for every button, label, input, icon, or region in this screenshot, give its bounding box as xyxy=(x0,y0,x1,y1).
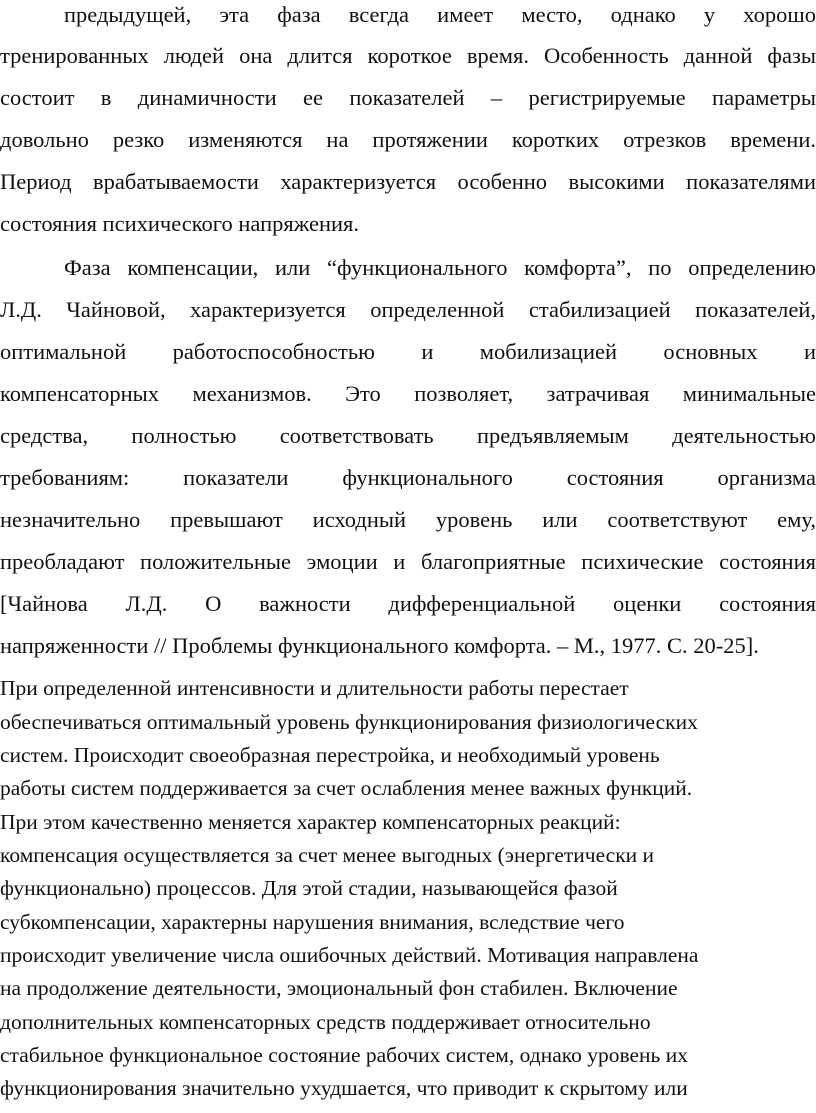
text-line: происходит увеличение числа ошибочных действий. Мотивация направлена xyxy=(0,943,699,967)
text-line: стабильное функциональное состояние рабочих систем, однако уровень их xyxy=(0,1043,688,1067)
text-line: оптимальной работоспособностью и мобилизацией основных и xyxy=(0,339,816,364)
text-line: напряженности // Проблемы функционального комфорта. – М., 1977. С. 20-25]. xyxy=(0,633,759,658)
text-line: Период врабатываемости характеризуется особенно высокими показателями xyxy=(0,169,816,194)
text-line: Л.Д. Чайновой, характеризуется определенной стабилизацией показателей, xyxy=(0,297,816,322)
text-line: преобладают положительные эмоции и благоприятные психические состояния xyxy=(0,549,816,574)
text-line: довольно резко изменяются на протяжении коротких отрезков времени. xyxy=(0,127,816,152)
text-line: компенсаторных механизмов. Это позволяет, затрачивая минимальные xyxy=(0,381,816,406)
text-line: незначительно превышают исходный уровень или соответствуют ему, xyxy=(0,507,816,532)
text-line: тренированных людей она длится короткое время. Особенность данной фазы xyxy=(0,43,816,68)
text-line: дополнительных компенсаторных средств поддерживает относительно xyxy=(0,1010,651,1034)
text-line: предыдущей, эта фаза всегда имеет место, однако у хорошо xyxy=(64,2,816,27)
text-line: систем. Происходит своеобразная перестройка, и необходимый уровень xyxy=(0,743,660,767)
text-line: состояния психического напряжения. xyxy=(0,211,360,236)
text-line: на продолжение деятельности, эмоциональный фон стабилен. Включение xyxy=(0,976,678,1000)
text-line: обеспечиваться оптимальный уровень функционирования физиологических xyxy=(0,710,698,734)
text-line: работы систем поддерживается за счет ослабления менее важных функций. xyxy=(0,776,693,800)
text-line: функционально) процессов. Для этой стадии, называющейся фазой xyxy=(0,876,618,900)
text-line: функционирования значительно ухудшается, что приводит к скрытому или xyxy=(0,1076,688,1100)
text-line: При этом качественно меняется характер компенсаторных реакций: xyxy=(0,810,621,834)
text-line: компенсация осуществляется за счет менее выгодных (энергетически и xyxy=(0,843,655,867)
text-line: Фаза компенсации, или “функционального комфорта”, по определению xyxy=(64,255,816,280)
text-line: средства, полностью соответствовать предъявляемым деятельностью xyxy=(0,423,816,448)
text-line: [Чайнова Л.Д. О важности дифференциальной оценки состояния xyxy=(0,591,816,616)
text-line: состоит в динамичности ее показателей – регистрируемые параметры xyxy=(0,85,816,110)
text-line: При определенной интенсивности и длительности работы перестает xyxy=(0,676,629,700)
text-line: субкомпенсации, характерны нарушения внимания, вследствие чего xyxy=(0,910,625,934)
text-line: требованиям: показатели функционального состояния организма xyxy=(0,465,816,490)
